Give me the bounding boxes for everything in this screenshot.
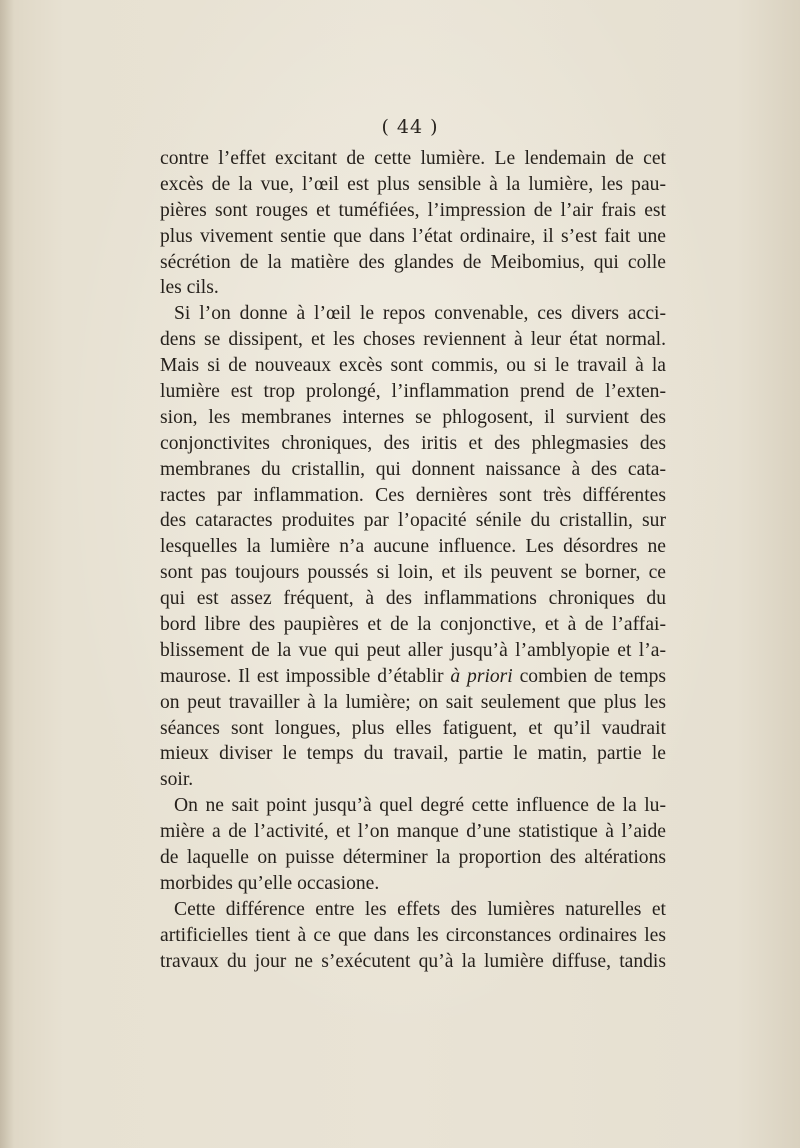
text-line: bord libre des paupières et de la conjonctive, et à de l’affai- (160, 614, 666, 636)
text-line: lumière est trop prolongé, l’inflammation prend de l’exten- (160, 381, 666, 403)
text-line: contre l’effet excitant de cette lumière. Le lendemain de cet (160, 148, 666, 169)
text-line: qui est assez fréquent, à des inflammations chroniques du (160, 588, 666, 610)
text-line: mière a de l’activité, et l’on manque d’une statistique à l’aide (160, 821, 666, 843)
text-line: morbides qu’elle occasione. (160, 872, 380, 894)
text-line: artificielles tient à ce que dans les circonstances ordinaires les (160, 924, 666, 946)
text-line: travaux du jour ne s’exécutent qu’à la lumière diffuse, tandis (160, 950, 666, 972)
text-line: excès de la vue, l’œil est plus sensible à la lumière, les pau- (160, 173, 666, 195)
text-line: pières sont rouges et tuméfiées, l’impression de l’air frais est (160, 199, 666, 221)
paragraph-start-line: On ne sait point jusqu’à quel degré cette influence de la lu- (174, 795, 666, 817)
text-line: conjonctivites chroniques, des iritis et des phlegmasies des (160, 432, 666, 454)
paragraph-start-line: Si l’on donne à l’œil le repos convenable, ces divers acci- (174, 303, 666, 325)
text-line: sion, les membranes internes se phlogosent, il survient des (160, 406, 666, 428)
text-line: mieux diviser le temps du travail, partie le matin, partie le (160, 743, 666, 765)
text-line: dens se dissipent, et les choses reviennent à leur état normal. (160, 329, 666, 351)
text-line: des cataractes produites par l’opacité sénile du cristallin, sur (160, 510, 666, 532)
text-line: les cils. (160, 277, 219, 299)
body-text (160, 146, 666, 975)
text-segment: maurose. Il est impossible d’établir (160, 665, 444, 687)
italic-phrase: à priori (450, 665, 513, 687)
text-line: blissement de la vue qui peut aller jusqu’à l’amblyopie et l’a- (160, 639, 666, 661)
text-line: séances sont longues, plus elles fatiguent, et qu’il vaudrait (160, 717, 666, 739)
text-line: sécrétion de la matière des glandes de Meibomius, qui colle (160, 251, 666, 273)
paragraph-start-line: Cette différence entre les effets des lumières naturelles et (174, 898, 666, 920)
page-number: ( 44 ) (381, 116, 439, 138)
text-line: lesquelles la lumière n’a aucune influence. Les désordres ne (160, 536, 666, 558)
text-line: plus vivement sentie que dans l’état ordinaire, il s’est fait une (160, 225, 666, 247)
text-line-with-italic (160, 664, 666, 690)
text-line: soir. (160, 769, 194, 791)
text-line: membranes du cristallin, qui donnent naissance à des cata- (160, 458, 666, 480)
binding-shadow (0, 0, 14, 1148)
text-line: sont pas toujours poussés si loin, et ils peuvent se borner, ce (160, 562, 666, 584)
text-segment: combien de temps (519, 665, 666, 687)
text-line: Mais si de nouveaux excès sont commis, ou si le travail à la (160, 355, 666, 377)
text-line: on peut travailler à la lumière; on sait seulement que plus les (160, 691, 666, 713)
text-line: ractes par inflammation. Ces dernières sont très différentes (160, 484, 666, 506)
text-line: de laquelle on puisse déterminer la proportion des altérations (160, 847, 666, 869)
